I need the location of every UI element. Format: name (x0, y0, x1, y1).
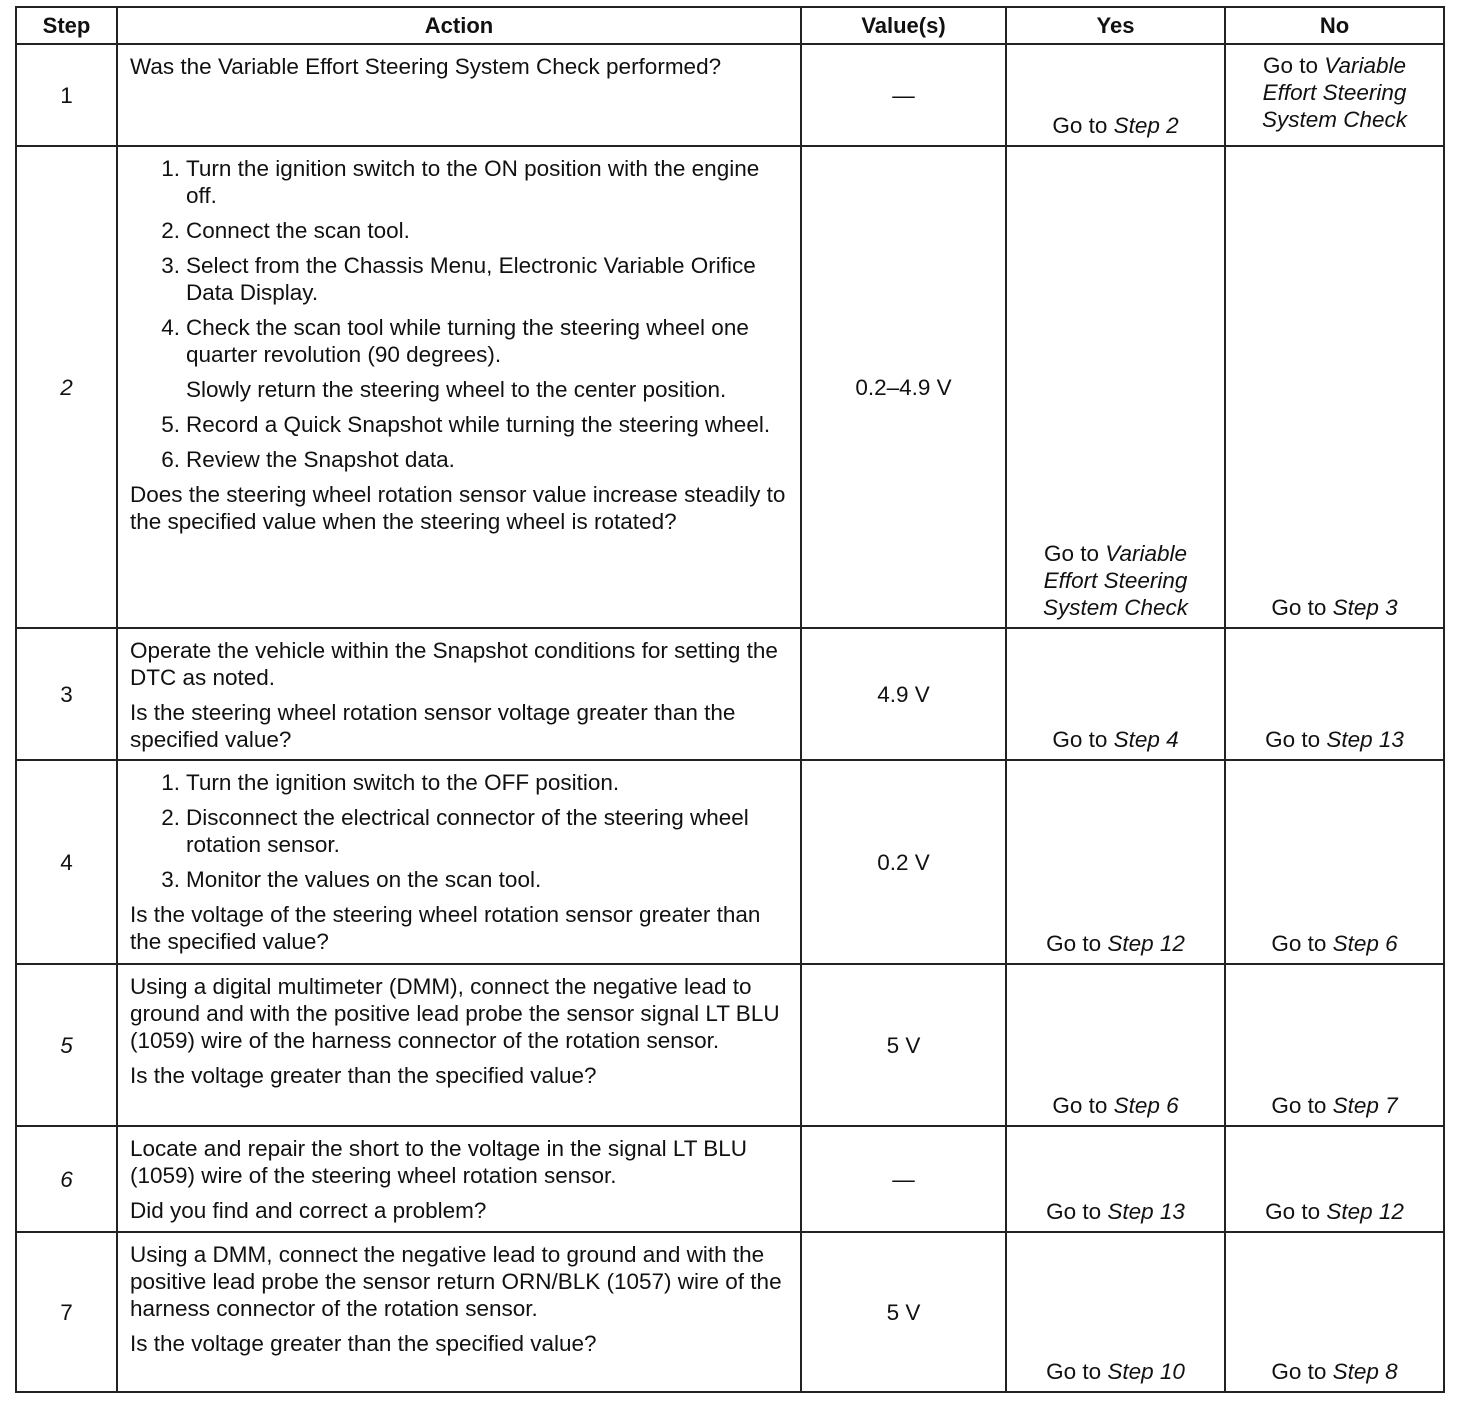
action-item-text: Review the Snapshot data. (186, 447, 455, 472)
yes-goto-link[interactable]: Step 4 (1113, 727, 1179, 752)
no-goto-prefix: Go to (1271, 1093, 1327, 1118)
yes-cell (1006, 1232, 1225, 1392)
table-header (16, 7, 1444, 44)
action-list-item (130, 866, 788, 893)
header-yes: Yes (1006, 7, 1225, 44)
yes-goto-prefix: Go to (1052, 727, 1108, 752)
action-item-number: 1. (161, 770, 180, 795)
header-step: Step (16, 7, 117, 44)
action-paragraph: Operate the vehicle within the Snapshot conditions for setting the DTC as noted. (130, 638, 778, 690)
action-list-item (130, 769, 788, 796)
yes-cell (1006, 1126, 1225, 1232)
no-goto-prefix: Go to (1262, 52, 1319, 78)
table-row (16, 760, 1444, 964)
step-number: 6 (16, 1126, 117, 1232)
action-paragraph: Is the voltage greater than the specified value? (130, 1331, 597, 1356)
no-cell (1225, 760, 1444, 964)
table-row (16, 964, 1444, 1126)
table-row (16, 1232, 1444, 1392)
no-goto-prefix: Go to (1265, 1199, 1321, 1224)
table-row (16, 628, 1444, 760)
action-item-number: 6. (161, 447, 180, 472)
action-list-item (130, 217, 788, 244)
action-paragraph: Locate and repair the short to the voltage in the signal LT BLU (1059) wire of the steering wheel rotation sensor. (130, 1136, 748, 1188)
yes-goto-prefix: Go to (1052, 1093, 1108, 1118)
action-cell (117, 628, 801, 760)
action-item-number: 2. (161, 805, 180, 830)
yes-goto-prefix: Go to (1046, 931, 1102, 956)
no-goto-link[interactable]: Step 6 (1332, 931, 1398, 956)
action-paragraph: Is the voltage greater than the specified value? (130, 1063, 597, 1088)
no-goto-prefix: Go to (1271, 595, 1327, 620)
action-item-text: Check the scan tool while turning the steering wheel one quarter revolution (90 degrees). (186, 315, 749, 367)
no-goto-prefix: Go to (1265, 727, 1321, 752)
action-paragraph: Is the steering wheel rotation sensor voltage greater than the specified value? (130, 700, 736, 752)
yes-cell (1006, 146, 1225, 628)
no-goto-link[interactable]: Step 13 (1326, 727, 1404, 752)
no-goto-link[interactable]: Step 8 (1332, 1359, 1398, 1384)
step-number: 5 (16, 964, 117, 1126)
yes-cell (1006, 44, 1225, 146)
yes-goto-link[interactable]: Step 10 (1107, 1359, 1185, 1384)
table-row (16, 1126, 1444, 1232)
step-number: 4 (16, 760, 117, 964)
step-number: 2 (16, 146, 117, 628)
action-list-item (130, 155, 788, 209)
yes-goto-prefix: Go to (1046, 1199, 1102, 1224)
yes-goto-link[interactable]: Step 6 (1113, 1093, 1179, 1118)
step-number: 3 (16, 628, 117, 760)
value-cell: 5 V (801, 964, 1006, 1126)
action-cell (117, 1126, 801, 1232)
yes-goto-prefix: Go to (1046, 1359, 1102, 1384)
no-cell (1225, 628, 1444, 760)
action-paragraph: Using a DMM, connect the negative lead to ground and with the positive lead probe the sensor return ORN/BLK (1057) wire of the harness connector of the rotation sensor. (130, 1242, 782, 1321)
no-goto-link[interactable]: Variable Effort Steering System Check (1261, 52, 1408, 132)
action-list-item (130, 411, 788, 438)
yes-goto-link[interactable]: Step 12 (1107, 931, 1185, 956)
yes-goto-link[interactable]: Step 13 (1107, 1199, 1185, 1224)
action-list-item (130, 446, 788, 473)
table-row (16, 146, 1444, 628)
header-values: Value(s) (801, 7, 1006, 44)
table-body (16, 44, 1444, 1392)
no-cell (1225, 964, 1444, 1126)
action-paragraph: Did you find and correct a problem? (130, 1198, 487, 1223)
value-cell: — (801, 1126, 1006, 1232)
no-goto-prefix: Go to (1271, 1359, 1327, 1384)
action-item-text: Turn the ignition switch to the OFF position. (186, 770, 620, 795)
action-item-number: 2. (161, 218, 180, 243)
yes-cell (1006, 964, 1225, 1126)
value-cell: 4.9 V (801, 628, 1006, 760)
action-item-number: 3. (161, 253, 180, 278)
action-item-text: Disconnect the electrical connector of the steering wheel rotation sensor. (186, 805, 749, 857)
action-item-text: Monitor the values on the scan tool. (186, 867, 542, 892)
no-goto-link[interactable]: Step 12 (1326, 1199, 1404, 1224)
action-item-continuation: Slowly return the steering wheel to the center position. (186, 377, 727, 402)
action-paragraph: Does the steering wheel rotation sensor value increase steadily to the specified value when the steering wheel is rotated? (130, 482, 786, 534)
no-goto-prefix: Go to (1271, 931, 1327, 956)
yes-goto-prefix: Go to (1052, 113, 1108, 138)
no-cell (1225, 1126, 1444, 1232)
no-goto-link[interactable]: Step 3 (1332, 595, 1398, 620)
value-cell: 5 V (801, 1232, 1006, 1392)
step-number: 7 (16, 1232, 117, 1392)
yes-goto-prefix: Go to (1043, 541, 1100, 566)
no-cell (1225, 44, 1444, 146)
yes-goto-link[interactable]: Variable Effort Steering System Check (1042, 541, 1189, 620)
action-paragraph: Was the Variable Effort Steering System Check performed? (130, 54, 722, 79)
action-list-item (130, 252, 788, 306)
action-paragraph: Is the voltage of the steering wheel rotation sensor greater than the specified value? (130, 902, 761, 954)
value-cell: — (801, 44, 1006, 146)
action-cell (117, 964, 801, 1126)
action-item-text: Turn the ignition switch to the ON position with the engine off. (186, 156, 760, 208)
action-cell (117, 44, 801, 146)
action-item-text: Record a Quick Snapshot while turning the steering wheel. (186, 412, 771, 437)
action-item-number: 3. (161, 867, 180, 892)
header-action: Action (117, 7, 801, 44)
action-cell (117, 1232, 801, 1392)
no-goto-link[interactable]: Step 7 (1332, 1093, 1398, 1118)
header-no: No (1225, 7, 1444, 44)
no-cell (1225, 146, 1444, 628)
diagnostic-table (15, 6, 1445, 1393)
yes-cell (1006, 628, 1225, 760)
yes-cell (1006, 760, 1225, 964)
action-cell (117, 760, 801, 964)
no-cell (1225, 1232, 1444, 1392)
action-cell (117, 146, 801, 628)
action-list-item (130, 314, 788, 368)
value-cell: 0.2 V (801, 760, 1006, 964)
value-cell: 0.2–4.9 V (801, 146, 1006, 628)
yes-goto-link[interactable]: Step 2 (1113, 113, 1179, 138)
action-item-text: Connect the scan tool. (186, 218, 410, 243)
action-item-number: 1. (161, 156, 180, 181)
action-list-item (130, 804, 788, 858)
action-item-number: 4. (161, 315, 180, 340)
action-item-number: 5. (161, 412, 180, 437)
table-row (16, 44, 1444, 146)
step-number: 1 (16, 44, 117, 146)
action-item-text: Select from the Chassis Menu, Electronic Variable Orifice Data Display. (186, 253, 756, 305)
header-row (16, 7, 1444, 44)
action-paragraph: Using a digital multimeter (DMM), connect the negative lead to ground and with the positive lead probe the sensor signal LT BLU (1059) wire of the harness connector of the rotation sensor. (130, 974, 780, 1053)
